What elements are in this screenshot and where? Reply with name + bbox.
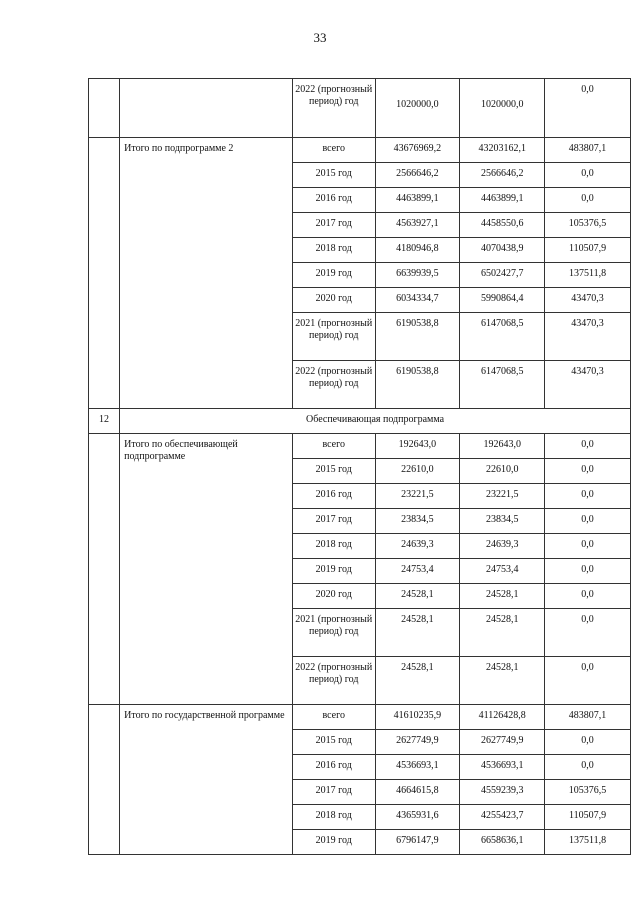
year-cell: всего [292, 434, 375, 459]
row-number-cell [89, 79, 120, 138]
value-cell-3: 0,0 [545, 559, 631, 584]
year-cell: 2015 год [292, 163, 375, 188]
value-cell-2: 1020000,0 [460, 79, 545, 138]
year-cell: 2016 год [292, 484, 375, 509]
value-cell-3: 105376,5 [545, 213, 631, 238]
row-title-cell [120, 79, 293, 138]
value-cell-2: 4559239,3 [460, 780, 545, 805]
year-cell: 2016 год [292, 188, 375, 213]
year-cell: 2021 (прогнозный период) год [292, 609, 375, 657]
total-value-cell: 6034334,7 [375, 288, 460, 313]
section-header-row [89, 409, 631, 434]
value-cell-2: 4458550,6 [460, 213, 545, 238]
year-cell: 2015 год [292, 730, 375, 755]
value-cell-3: 0,0 [545, 163, 631, 188]
year-cell: 2020 год [292, 288, 375, 313]
value-cell-2: 4070438,9 [460, 238, 545, 263]
total-value-cell: 6639939,5 [375, 263, 460, 288]
total-value-cell: 24753,4 [375, 559, 460, 584]
value-cell-3: 0,0 [545, 584, 631, 609]
year-cell: 2022 (прогнозный период) год [292, 79, 375, 138]
row-title-cell: Итого по подпрограмме 2 [120, 138, 293, 409]
value-cell-3: 43470,3 [545, 361, 631, 409]
year-cell: 2017 год [292, 213, 375, 238]
value-cell-2: 22610,0 [460, 459, 545, 484]
row-number-cell [89, 434, 120, 705]
year-cell: 2019 год [292, 263, 375, 288]
table-row [89, 138, 631, 163]
total-value-cell: 6796147,9 [375, 830, 460, 855]
value-cell-3: 0,0 [545, 79, 631, 138]
value-cell-2: 24639,3 [460, 534, 545, 559]
row-number-cell [89, 138, 120, 409]
value-cell-2: 6502427,7 [460, 263, 545, 288]
year-cell: 2021 (прогнозный период) год [292, 313, 375, 361]
value-cell-2: 2627749,9 [460, 730, 545, 755]
total-value-cell: 43676969,2 [375, 138, 460, 163]
value-cell-3: 110507,9 [545, 238, 631, 263]
value-cell-3: 137511,8 [545, 830, 631, 855]
total-value-cell: 6190538,8 [375, 313, 460, 361]
total-value-cell: 24528,1 [375, 609, 460, 657]
value-cell-2: 6658636,1 [460, 830, 545, 855]
value-cell-3: 110507,9 [545, 805, 631, 830]
table-row [89, 705, 631, 730]
value-cell-3: 0,0 [545, 657, 631, 705]
value-cell-3: 0,0 [545, 534, 631, 559]
total-value-cell: 41610235,9 [375, 705, 460, 730]
total-value-cell: 24528,1 [375, 584, 460, 609]
total-value-cell: 1020000,0 [375, 79, 460, 138]
year-cell: всего [292, 705, 375, 730]
year-cell: 2015 год [292, 459, 375, 484]
table-row [89, 434, 631, 459]
value-cell-3: 483807,1 [545, 138, 631, 163]
total-value-cell: 4664615,8 [375, 780, 460, 805]
total-value-cell: 4463899,1 [375, 188, 460, 213]
value-cell-3: 105376,5 [545, 780, 631, 805]
value-cell-2: 4536693,1 [460, 755, 545, 780]
value-cell-3: 0,0 [545, 188, 631, 213]
total-value-cell: 23221,5 [375, 484, 460, 509]
section-number: 12 [89, 409, 120, 434]
value-cell-3: 0,0 [545, 434, 631, 459]
table-row [89, 79, 631, 138]
total-value-cell: 2566646,2 [375, 163, 460, 188]
value-cell-2: 24528,1 [460, 657, 545, 705]
total-value-cell: 4536693,1 [375, 755, 460, 780]
total-value-cell: 6190538,8 [375, 361, 460, 409]
total-value-cell: 22610,0 [375, 459, 460, 484]
year-cell: 2022 (прогнозный период) год [292, 657, 375, 705]
total-value-cell: 23834,5 [375, 509, 460, 534]
total-value-cell: 192643,0 [375, 434, 460, 459]
year-cell: 2020 год [292, 584, 375, 609]
value-cell-3: 0,0 [545, 730, 631, 755]
value-cell-2: 41126428,8 [460, 705, 545, 730]
value-cell-3: 137511,8 [545, 263, 631, 288]
total-value-cell: 2627749,9 [375, 730, 460, 755]
value-cell-3: 483807,1 [545, 705, 631, 730]
value-cell-3: 0,0 [545, 755, 631, 780]
value-cell-2: 24753,4 [460, 559, 545, 584]
support-subprogram-total-block [89, 434, 631, 705]
value-cell-2: 2566646,2 [460, 163, 545, 188]
year-cell: 2019 год [292, 559, 375, 584]
value-cell-2: 23221,5 [460, 484, 545, 509]
value-cell-2: 43203162,1 [460, 138, 545, 163]
value-cell-3: 0,0 [545, 484, 631, 509]
value-cell-2: 192643,0 [460, 434, 545, 459]
value-cell-3: 43470,3 [545, 313, 631, 361]
section-title: Обеспечивающая подпрограмма [120, 409, 631, 434]
page-number: 33 [313, 30, 327, 45]
value-cell-2: 23834,5 [460, 509, 545, 534]
value-cell-2: 4255423,7 [460, 805, 545, 830]
total-value-cell: 4563927,1 [375, 213, 460, 238]
value-cell-3: 43470,3 [545, 288, 631, 313]
year-cell: 2018 год [292, 805, 375, 830]
year-cell: 2017 год [292, 509, 375, 534]
value-cell-2: 4463899,1 [460, 188, 545, 213]
row-title-cell: Итого по обеспечивающей подпрограмме [120, 434, 293, 705]
funding-table [88, 78, 631, 855]
value-cell-2: 5990864,4 [460, 288, 545, 313]
row-number-cell [89, 705, 120, 855]
value-cell-3: 0,0 [545, 609, 631, 657]
state-program-total-block [89, 705, 631, 855]
year-cell: 2018 год [292, 534, 375, 559]
total-value-cell: 4180946,8 [375, 238, 460, 263]
total-value-cell: 24639,3 [375, 534, 460, 559]
year-cell: всего [292, 138, 375, 163]
value-cell-2: 24528,1 [460, 609, 545, 657]
subprogram-2-total-block [89, 138, 631, 409]
value-cell-3: 0,0 [545, 459, 631, 484]
year-cell: 2019 год [292, 830, 375, 855]
value-cell-2: 6147068,5 [460, 361, 545, 409]
value-cell-2: 24528,1 [460, 584, 545, 609]
year-cell: 2017 год [292, 780, 375, 805]
value-cell-2: 6147068,5 [460, 313, 545, 361]
value-cell-3: 0,0 [545, 509, 631, 534]
year-cell: 2018 год [292, 238, 375, 263]
total-value-cell: 4365931,6 [375, 805, 460, 830]
row-title-cell: Итого по государственной программе [120, 705, 293, 855]
total-value-cell: 24528,1 [375, 657, 460, 705]
year-cell: 2016 год [292, 755, 375, 780]
year-cell: 2022 (прогнозный период) год [292, 361, 375, 409]
